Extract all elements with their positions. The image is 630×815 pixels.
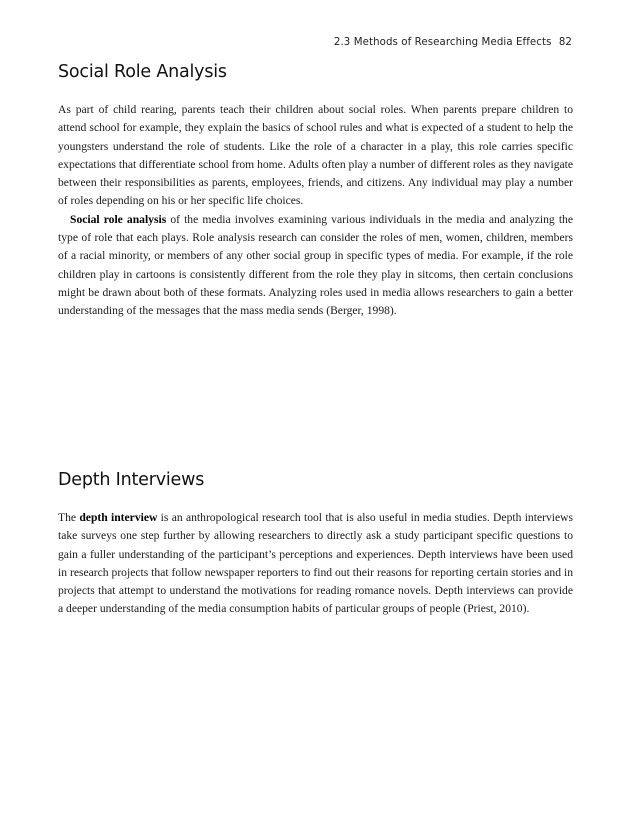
running-header bbox=[334, 37, 572, 48]
running-header-title: 2.3 Methods of Researching Media Effects bbox=[333, 37, 552, 48]
paragraph-depth-interviews bbox=[58, 509, 573, 619]
section-heading-depth-interviews: Depth Interviews bbox=[58, 470, 205, 490]
term-depth-interview: depth interview bbox=[79, 511, 158, 524]
section-heading-social-role-analysis: Social Role Analysis bbox=[58, 62, 227, 82]
paragraph-depth-interviews-text: is an anthropological research tool that is also useful in media studies. Depth interviews take surveys one step further by allowing researchers to directly ask a study participant specific questions to gain a fuller understanding of the participant’s perceptions and experiences. Depth interviews have been used in research projects that follow newspaper reporters to find out their reasons for reporting certain stories and in projects that attempt to understand the motivations for reading romance novels. Depth interviews can provide a deeper understanding of the media consumption habits of particular groups of people (Priest, 2010). bbox=[58, 511, 573, 616]
page-number: 82 bbox=[558, 37, 572, 48]
term-social-role-analysis: Social role analysis bbox=[70, 212, 167, 226]
section-body-depth-interviews bbox=[58, 509, 573, 619]
paragraph-social-role-analysis-text: of the media involves examining various individuals in the media and analyzing the type of role that each plays. Role analysis research can consider the roles of men, women, children, members of a racial minority, or members of any other social group in specific types of media. For example, if the role children play in cartoons is consistently different from the role they play in sitcoms, then certain conclusions might be drawn about both of these formats. Analyzing roles used in media allows researchers to gain a better understanding of the messages that the mass media sends (Berger, 1998). bbox=[58, 212, 573, 318]
paragraph-social-roles-intro: As part of child rearing, parents teach their children about social roles. When parents prepare children to attend school for example, they explain the basics of school rules and what is expected of a student to help the youngsters understand the role of students. Like the role of a character in a play, this role carries specific expectations that differentiate school from home. Adults often play a number of different roles as they navigate between their responsibilities as parents, employees, friends, and citizens. Any individual may play a number of roles depending on his or her specific life choices. bbox=[58, 103, 574, 208]
section-body-social-role-analysis bbox=[58, 101, 573, 321]
paragraph-depth-interviews-lead: The bbox=[58, 511, 80, 524]
paragraph-social-role-analysis bbox=[58, 211, 573, 321]
